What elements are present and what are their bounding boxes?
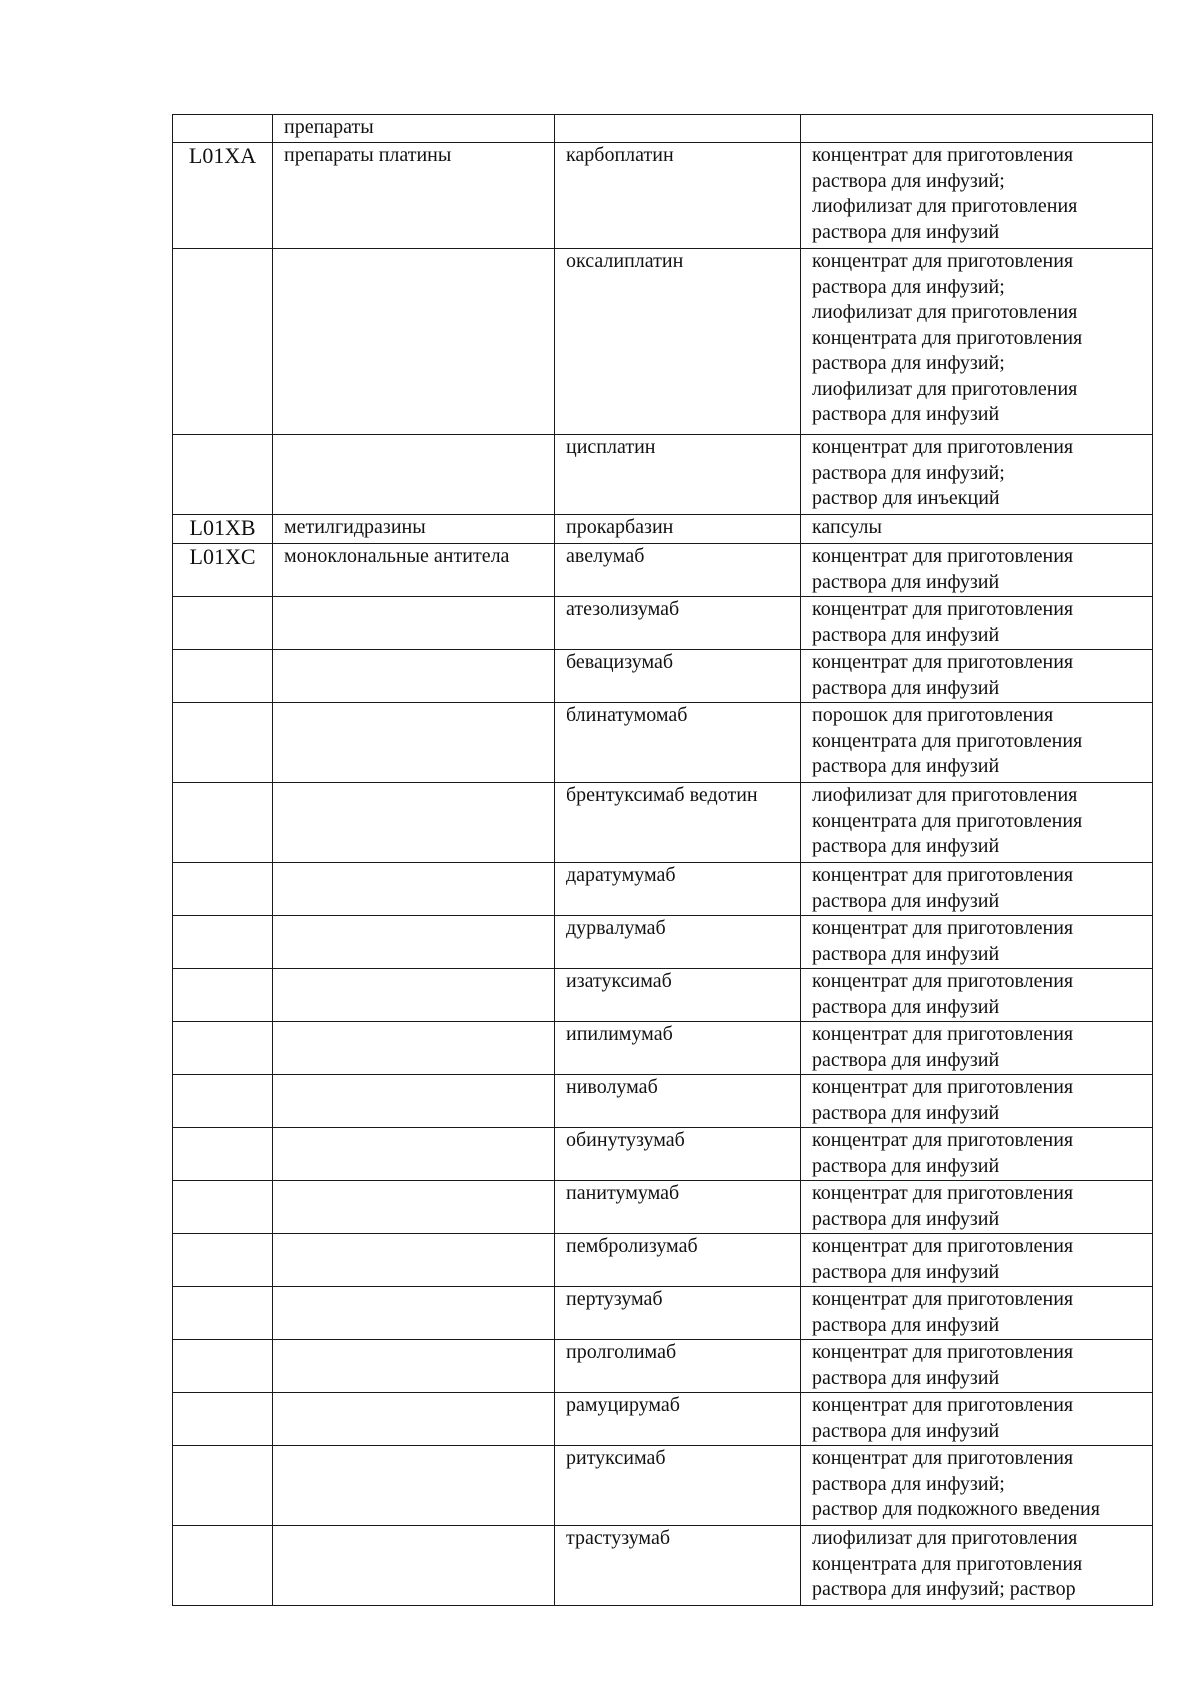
dosage-form-line: раствора для инфузий [812, 995, 1000, 1018]
drug-group-cell [273, 1287, 555, 1340]
dosage-forms-cell [801, 1526, 1153, 1606]
drug-group-cell [273, 1393, 555, 1446]
drug-group-cell [273, 1340, 555, 1393]
table-row [173, 1234, 1153, 1287]
atc-code-cell [173, 703, 273, 783]
dosage-form-line: концентрат для приготовления [812, 1182, 1074, 1204]
dosage-form-line: раствора для инфузий; [812, 352, 1005, 374]
drug-name-cell: блинатумомаб [555, 703, 801, 783]
drug-table-body [173, 115, 1153, 1606]
dosage-form-line: концентрат для приготовления [812, 1341, 1074, 1363]
dosage-form-line: концентрат для приготовления [812, 864, 1074, 886]
drug-group-line: моноклональные антитела [284, 545, 510, 567]
drug-name-cell: пембролизумаб [555, 1234, 801, 1287]
atc-code-cell [173, 863, 273, 916]
dosage-form-line: раствора для инфузий [812, 403, 1000, 425]
table-row [173, 703, 1153, 783]
drug-name-cell: пролголимаб [555, 1340, 801, 1393]
drug-group-line: метилгидразины [284, 516, 426, 538]
atc-code-cell: L01XC [173, 544, 273, 597]
drug-group-cell [273, 1234, 555, 1287]
dosage-form-line: порошок для приготовления [812, 704, 1054, 726]
dosage-forms-cell [801, 115, 1153, 143]
drug-group-cell [273, 1181, 555, 1234]
dosage-form-line: раствора для инфузий; [812, 461, 1005, 484]
dosage-form-line: концентрат для приготовления [812, 917, 1074, 939]
atc-code-cell [173, 435, 273, 515]
dosage-forms-cell [801, 435, 1153, 515]
drug-name-cell: прокарбазин [555, 515, 801, 544]
dosage-form-line: раствор для инъекций [812, 487, 1000, 509]
dosage-forms-cell [801, 969, 1153, 1022]
table-row [173, 863, 1153, 916]
drug-group-line: препараты [284, 116, 374, 138]
dosage-form-line: раствора для инфузий; раствор [812, 1578, 1076, 1600]
dosage-forms-cell [801, 1022, 1153, 1075]
table-row [173, 1287, 1153, 1340]
dosage-form-line: концентрат для приготовления [812, 1129, 1074, 1151]
dosage-forms-cell [801, 863, 1153, 916]
drug-group-cell [273, 783, 555, 863]
dosage-form-line: концентрат для приготовления [812, 598, 1074, 620]
table-row [173, 1446, 1153, 1526]
drug-group-cell [273, 143, 555, 249]
table-row [173, 650, 1153, 703]
drug-name-cell: дурвалумаб [555, 916, 801, 969]
atc-code-cell [173, 1340, 273, 1393]
drug-group-cell [273, 115, 555, 143]
table-row [173, 969, 1153, 1022]
drug-name-cell: ипилимумаб [555, 1022, 801, 1075]
table-row [173, 1022, 1153, 1075]
dosage-form-line: концентрат для приготовления [812, 1288, 1074, 1310]
table-row [173, 1075, 1153, 1128]
atc-code-cell [173, 115, 273, 143]
drug-group-cell [273, 1075, 555, 1128]
dosage-form-line: концентрат для приготовления [812, 250, 1074, 272]
dosage-form-line: раствора для инфузий [812, 755, 1000, 777]
drug-group-cell [273, 863, 555, 916]
drug-group-cell [273, 597, 555, 650]
dosage-form-line: раствора для инфузий [812, 570, 1000, 593]
dosage-form-line: капсулы [812, 516, 882, 538]
dosage-form-line: раствора для инфузий [812, 1313, 1000, 1336]
drug-name-cell: цисплатин [555, 435, 801, 515]
dosage-forms-cell [801, 597, 1153, 650]
table-row [173, 143, 1153, 249]
drug-name-cell: брентуксимаб ведотин [555, 783, 801, 863]
drug-name-cell: карбоплатин [555, 143, 801, 249]
dosage-form-line: раствор для подкожного введения [812, 1498, 1100, 1520]
dosage-forms-cell [801, 783, 1153, 863]
dosage-forms-cell [801, 1128, 1153, 1181]
drug-group-cell [273, 1022, 555, 1075]
drug-group-cell [273, 1128, 555, 1181]
dosage-form-line: раствора для инфузий [812, 676, 1000, 699]
drug-name-cell: панитумумаб [555, 1181, 801, 1234]
drug-group-cell [273, 515, 555, 544]
dosage-form-line: концентрат для приготовления [812, 436, 1074, 458]
table-row [173, 597, 1153, 650]
table-row [173, 1393, 1153, 1446]
dosage-form-line: раствора для инфузий [812, 1101, 1000, 1124]
dosage-form-line: концентрата для приготовления [812, 326, 1083, 349]
dosage-form-line: раствора для инфузий [812, 220, 1000, 243]
dosage-form-line: концентрат для приготовления [812, 545, 1074, 567]
dosage-forms-cell [801, 544, 1153, 597]
dosage-form-line: концентрат для приготовления [812, 1023, 1074, 1045]
atc-code-cell [173, 1234, 273, 1287]
drug-group-cell [273, 1526, 555, 1606]
dosage-forms-cell [801, 916, 1153, 969]
dosage-forms-cell [801, 1234, 1153, 1287]
drug-group-cell [273, 650, 555, 703]
drug-table [172, 114, 1153, 1606]
drug-name-cell: обинутузумаб [555, 1128, 801, 1181]
atc-code-cell: L01XA [173, 143, 273, 249]
atc-code-cell [173, 969, 273, 1022]
dosage-forms-cell [801, 1181, 1153, 1234]
atc-code-cell [173, 597, 273, 650]
table-row [173, 249, 1153, 435]
dosage-form-line: раствора для инфузий [812, 1048, 1000, 1071]
drug-name-cell: ритуксимаб [555, 1446, 801, 1526]
dosage-form-line: раствора для инфузий [812, 835, 1000, 857]
dosage-forms-cell [801, 1393, 1153, 1446]
drug-name-cell: ниволумаб [555, 1075, 801, 1128]
table-row [173, 783, 1153, 863]
drug-name-cell: даратумумаб [555, 863, 801, 916]
drug-group-cell [273, 703, 555, 783]
dosage-form-line: раствора для инфузий; [812, 275, 1005, 298]
atc-code-cell [173, 1526, 273, 1606]
drug-name-cell: рамуцирумаб [555, 1393, 801, 1446]
dosage-forms-cell [801, 703, 1153, 783]
dosage-form-line: раствора для инфузий [812, 623, 1000, 646]
atc-code-cell [173, 1128, 273, 1181]
dosage-forms-cell [801, 249, 1153, 435]
dosage-form-line: раствора для инфузий [812, 1154, 1000, 1177]
dosage-form-line: раствора для инфузий [812, 1419, 1000, 1442]
drug-group-cell [273, 435, 555, 515]
atc-code-cell [173, 783, 273, 863]
dosage-form-line: концентрат для приготовления [812, 1235, 1074, 1257]
drug-name-cell: изатуксимаб [555, 969, 801, 1022]
dosage-forms-cell [801, 143, 1153, 249]
dosage-form-line: раствора для инфузий; [812, 1472, 1005, 1495]
atc-code-cell: L01XB [173, 515, 273, 544]
dosage-form-line: концентрата для приготовления [812, 809, 1083, 832]
atc-code-cell [173, 650, 273, 703]
atc-code-cell [173, 1075, 273, 1128]
dosage-form-line: концентрата для приготовления [812, 729, 1083, 752]
drug-group-cell [273, 249, 555, 435]
dosage-forms-cell [801, 1446, 1153, 1526]
atc-code-cell [173, 1287, 273, 1340]
drug-name-cell: авелумаб [555, 544, 801, 597]
atc-code-cell [173, 249, 273, 435]
atc-code-cell [173, 1181, 273, 1234]
dosage-forms-cell [801, 515, 1153, 544]
table-row [173, 1526, 1153, 1606]
dosage-forms-cell [801, 650, 1153, 703]
dosage-form-line: концентрат для приготовления [812, 144, 1074, 166]
dosage-form-line: концентрат для приготовления [812, 1447, 1074, 1469]
dosage-form-line: концентрат для приготовления [812, 970, 1074, 992]
dosage-form-line: раствора для инфузий [812, 1260, 1000, 1283]
drug-name-cell: пертузумаб [555, 1287, 801, 1340]
dosage-form-line: лиофилизат для приготовления [812, 1527, 1078, 1549]
table-row [173, 1181, 1153, 1234]
dosage-form-line: раствора для инфузий; [812, 169, 1005, 192]
drug-name-cell: атезолизумаб [555, 597, 801, 650]
drug-group-cell [273, 1446, 555, 1526]
atc-code-cell [173, 1393, 273, 1446]
dosage-form-line: лиофилизат для приготовления [812, 377, 1078, 400]
dosage-form-line: лиофилизат для приготовления [812, 195, 1078, 217]
dosage-form-line: концентрат для приготовления [812, 651, 1074, 673]
drug-group-cell [273, 544, 555, 597]
drug-name-cell [555, 115, 801, 143]
table-row [173, 115, 1153, 143]
drug-group-cell [273, 916, 555, 969]
dosage-forms-cell [801, 1287, 1153, 1340]
drug-name-cell: бевацизумаб [555, 650, 801, 703]
drug-group-cell [273, 969, 555, 1022]
dosage-forms-cell [801, 1075, 1153, 1128]
table-row [173, 435, 1153, 515]
dosage-form-line: раствора для инфузий [812, 889, 1000, 912]
atc-code-cell [173, 916, 273, 969]
table-row [173, 916, 1153, 969]
table-row [173, 544, 1153, 597]
table-row [173, 1340, 1153, 1393]
atc-code-cell [173, 1022, 273, 1075]
atc-code-cell [173, 1446, 273, 1526]
drug-group-line: препараты платины [284, 144, 452, 166]
dosage-form-line: лиофилизат для приготовления [812, 784, 1078, 806]
table-row [173, 1128, 1153, 1181]
dosage-form-line: раствора для инфузий [812, 942, 1000, 965]
dosage-form-line: концентрат для приготовления [812, 1076, 1074, 1098]
dosage-forms-cell [801, 1340, 1153, 1393]
table-row [173, 515, 1153, 544]
dosage-form-line: раствора для инфузий [812, 1207, 1000, 1230]
dosage-form-line: концентрат для приготовления [812, 1394, 1074, 1416]
dosage-form-line: лиофилизат для приготовления [812, 301, 1078, 323]
drug-name-cell: трастузумаб [555, 1526, 801, 1606]
drug-name-cell: оксалиплатин [555, 249, 801, 435]
dosage-form-line: концентрата для приготовления [812, 1552, 1083, 1575]
dosage-form-line: раствора для инфузий [812, 1366, 1000, 1389]
